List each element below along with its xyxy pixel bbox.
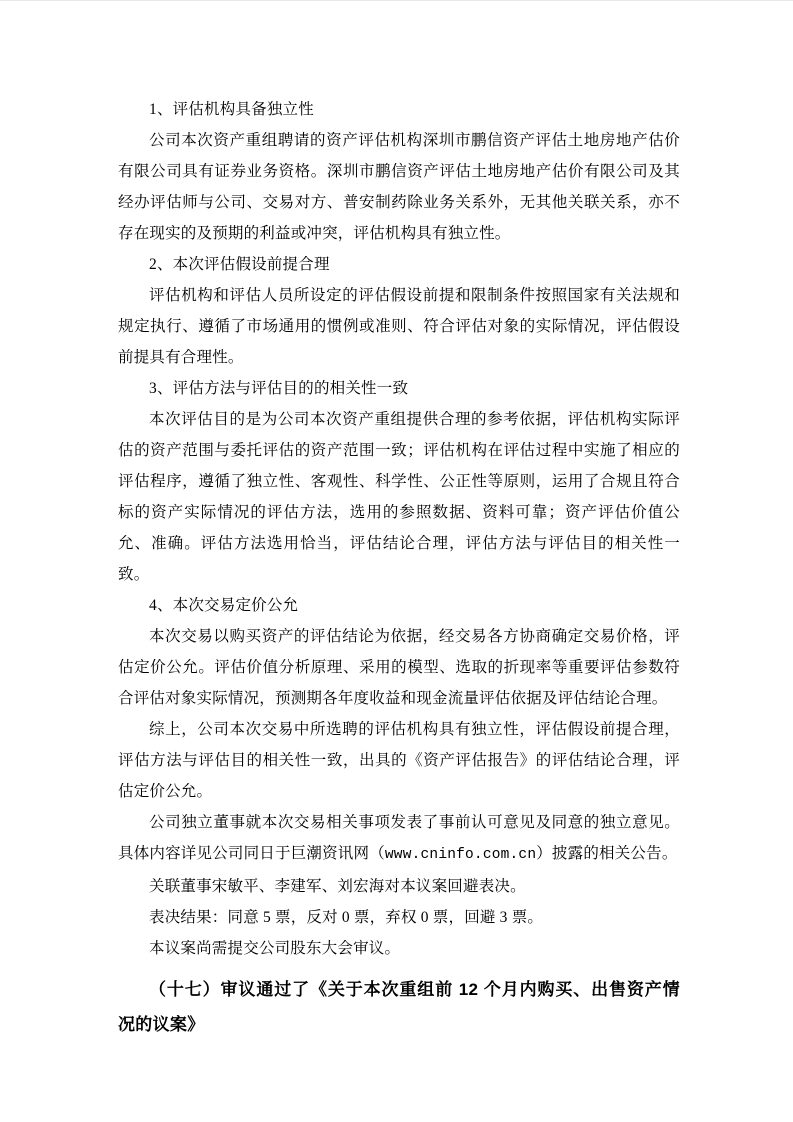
paragraph: 4、本次交易定价公允 bbox=[149, 597, 299, 614]
section-heading: （十七）审议通过了《关于本次重组前 12 个月内购买、出售资产情况的议案》 bbox=[118, 980, 680, 1034]
paragraph: 本议案尚需提交公司股东大会审议。 bbox=[149, 940, 401, 957]
paragraph: 3、评估方法与评估目的的相关性一致 bbox=[149, 380, 409, 397]
paragraph: 公司本次资产重组聘请的资产评估机构深圳市鹏信资产评估土地房地产估价有限公司具有证券业务资格。深圳市鹏信资产评估土地房地产估价有限公司及其经办评估师与公司、交易对方、普安制药除业务关系外，无其他关联关系，亦不存在现实的及预期的利益或冲突，评估机构具有独立性。 bbox=[118, 132, 680, 242]
paragraph: 关联董事宋敏平、李建军、刘宏海对本议案回避表决。 bbox=[149, 878, 526, 895]
page-top-edge bbox=[0, 0, 793, 1]
paragraph: 本次评估目的是为公司本次资产重组提供合理的参考依据，评估机构实际评估的资产范围与委托评估的资产范围一致；评估机构在评估过程中实施了相应的评估程序，遵循了独立性、客观性、科学性、公正性等原则，运用了合规且符合标的资产实际情况的评估方法，选用的参照数据、资料可靠；资产评估价值公允、准确。评估方法选用恰当，评估结论合理，评估方法与评估目的相关性一致。 bbox=[118, 411, 680, 583]
paragraph bbox=[118, 807, 680, 871]
document-body bbox=[118, 94, 680, 1042]
paragraph: 2、本次评估假设前提合理 bbox=[149, 256, 330, 273]
paragraph: 综上，公司本次交易中所选聘的评估机构具有独立性，评估假设前提合理，评估方法与评估目的相关性一致，出具的《资产评估报告》的评估结论合理，评估定价公允。 bbox=[118, 721, 680, 800]
paragraph: 评估机构和评估人员所设定的评估假设前提和限制条件按照国家有关法规和规定执行、遵循了市场通用的惯例或准则、符合评估对象的实际情况，评估假设前提具有合理性。 bbox=[118, 287, 680, 366]
url-text: www.cninfo.com.cn bbox=[384, 847, 537, 863]
paragraph: 本次交易以购买资产的评估结论为依据，经交易各方协商确定交易价格，评估定价公允。评估价值分析原理、采用的模型、选取的折现率等重要评估参数符合评估对象实际情况，预测期各年度收益和现金流量评估依据及评估结论合理。 bbox=[118, 628, 680, 707]
paragraph-text: 公司独立董事就本次交易相关事项发表了事前认可意见及同意的独立意见。具体内容详见公司同日于巨潮资讯网（ bbox=[118, 814, 680, 862]
paragraph-text: ）披露的相关公告。 bbox=[536, 845, 678, 862]
paragraph: 表决结果：同意 5 票，反对 0 票，弃权 0 票，回避 3 票。 bbox=[149, 909, 544, 926]
paragraph: 1、评估机构具备独立性 bbox=[149, 101, 314, 118]
